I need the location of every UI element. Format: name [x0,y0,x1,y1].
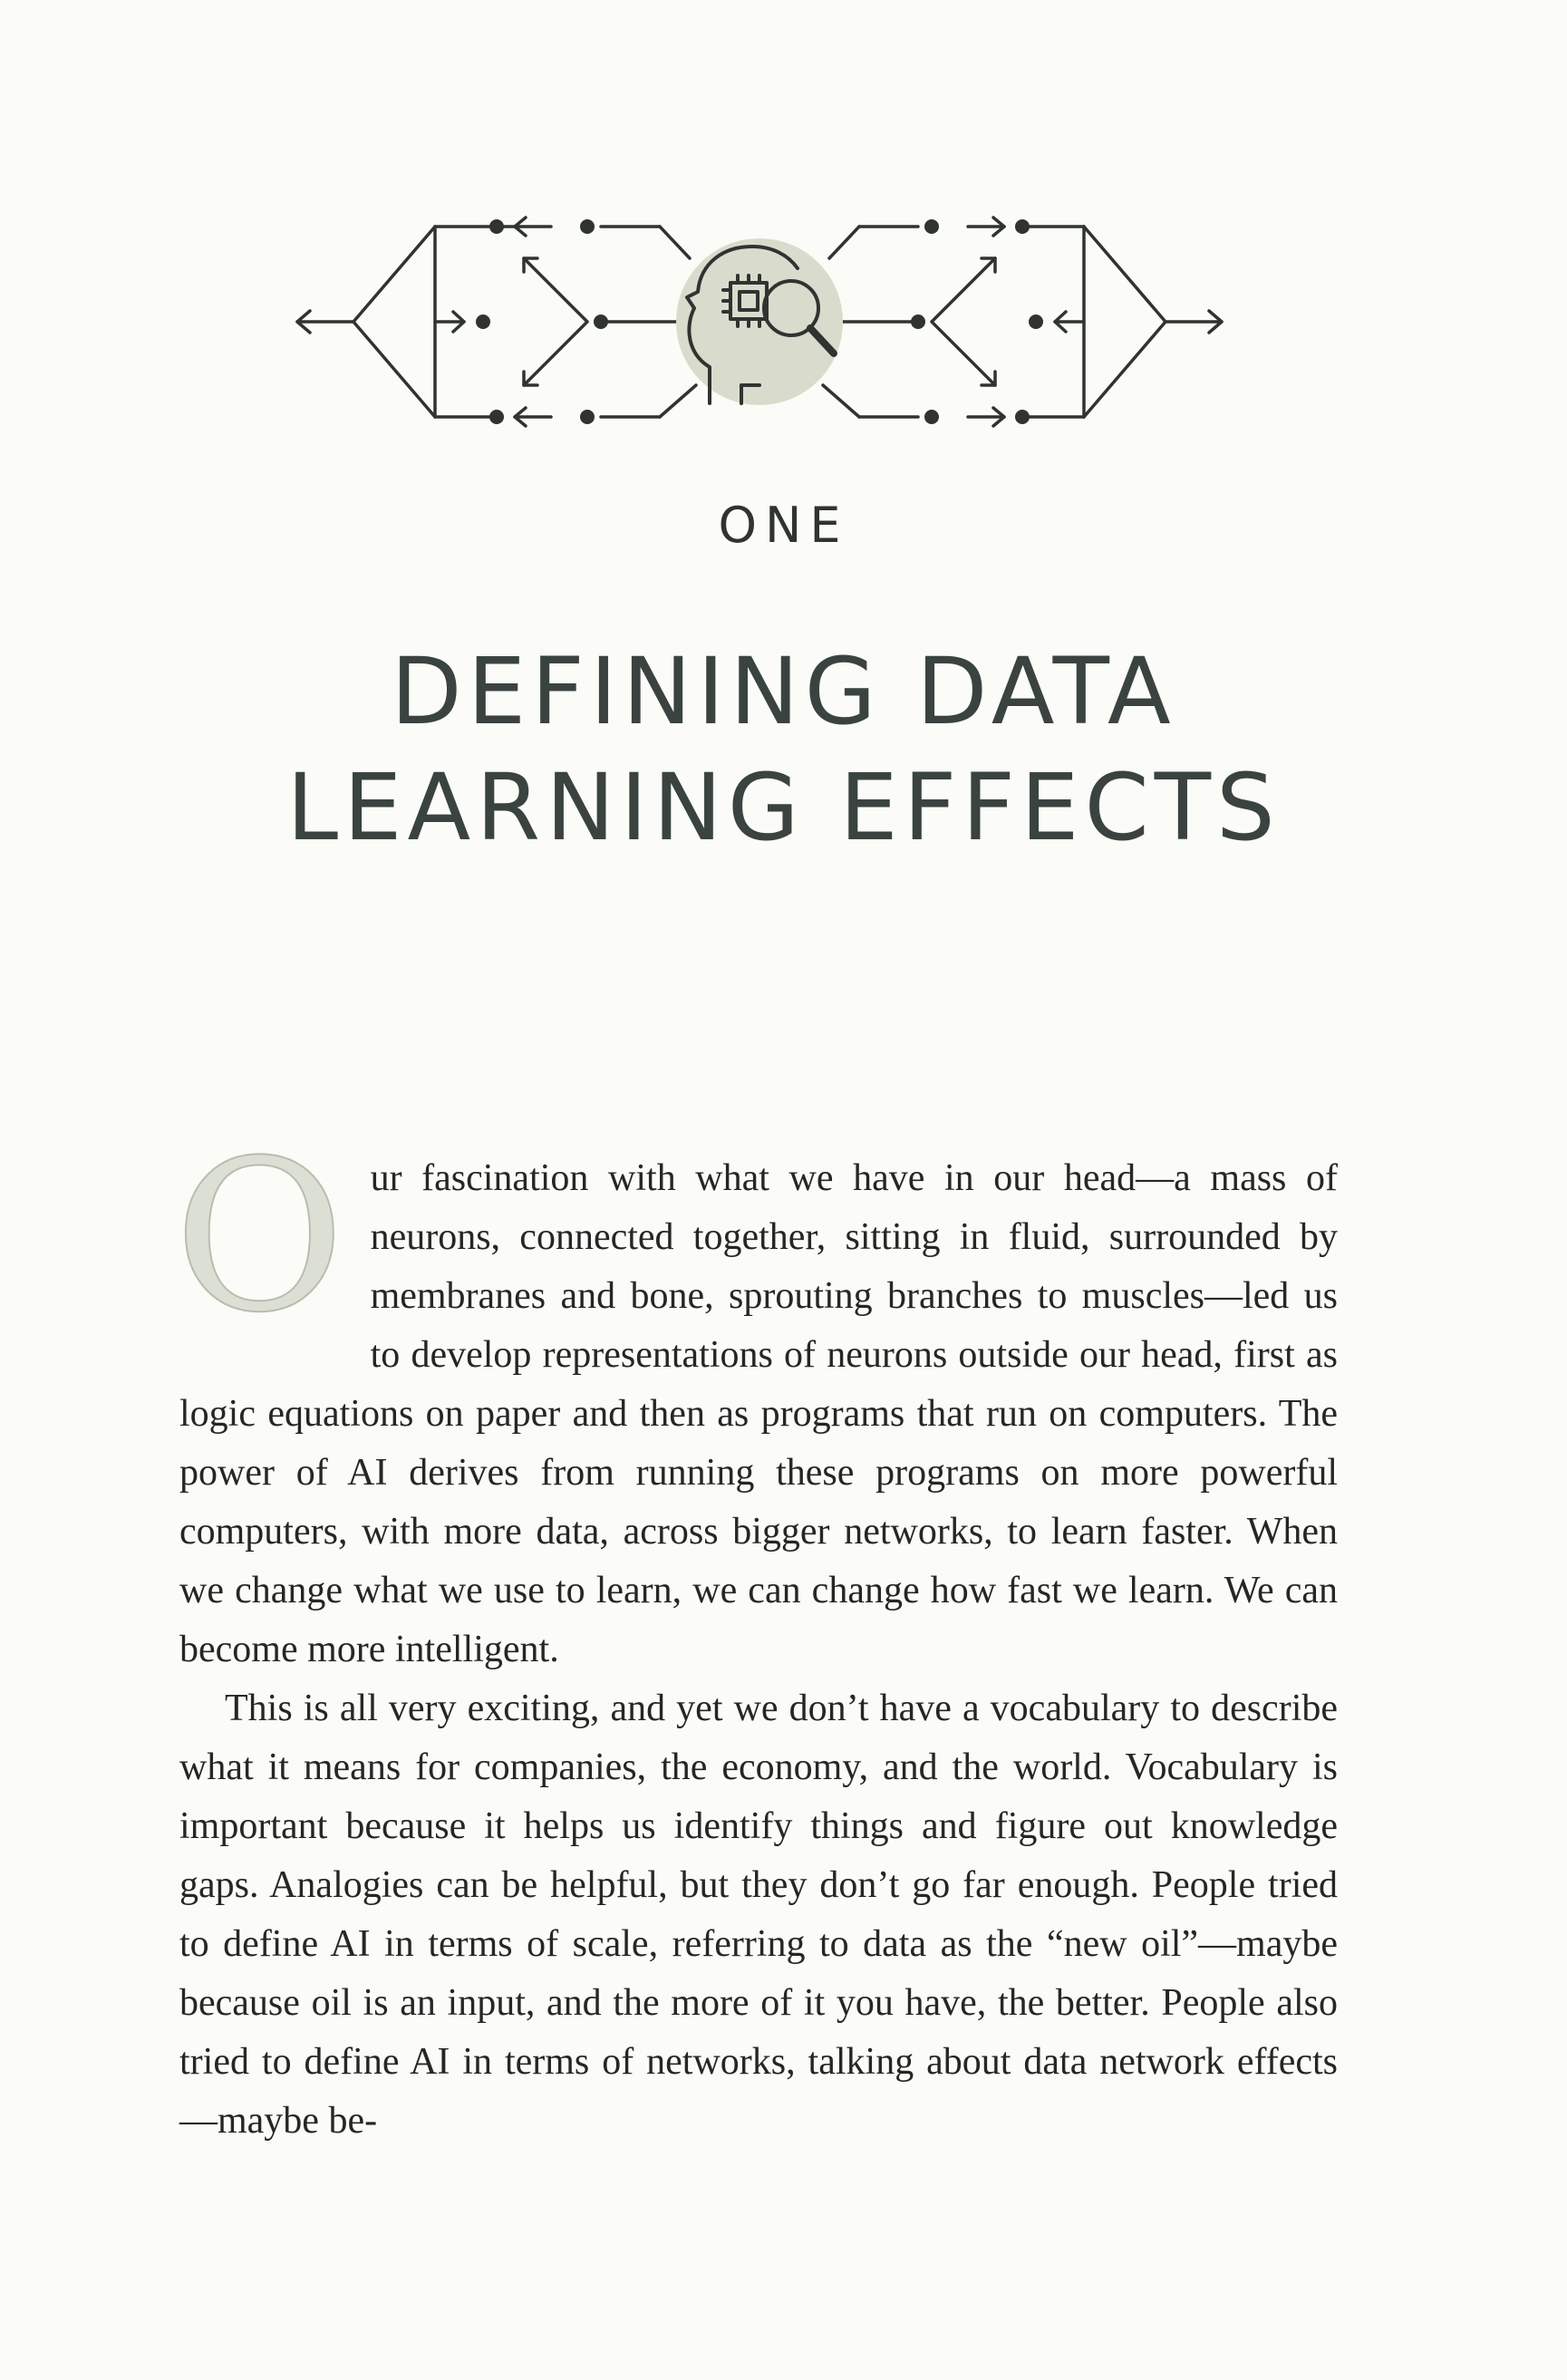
chapter-ornament [288,190,1231,453]
chapter-number: ONE [718,497,849,554]
chapter-title [0,634,1567,866]
paragraph-1-text: ur fascination with what we have in our head—a mass of neurons, connected together, sitting in fluid, surrounded by membranes and bone, sprouting branches to muscles—led us to develop representations of neurons outside our head, first as logic equations on paper and then as programs that run on computers. The power of AI derives from running these programs on more powerful computers, with more data, across bigger networks, to learn faster. When we change what we use to learn, we can change how fast we learn. We can become more intelligent. [179,1157,1338,1670]
drop-cap: O [174,1117,345,1359]
body-text [174,1117,1338,2151]
paragraph-1 [174,1117,1338,1679]
chapter-title-line-2: LEARNING EFFECTS [286,754,1281,862]
head-chip-magnifier-icon [676,238,843,405]
chapter-title-line-1: DEFINING DATA [391,638,1176,746]
paragraph-2: This is all very exciting, and yet we don’t have a vocabulary to describe what it means for companies, the economy, and the world. Vocabulary is important because it helps us identify things and figure out knowledge gaps. Analogies can be helpful, but they don’t go far enough. People tried to define AI in terms of scale, referring to data as the “new oil”—maybe because oil is an input, and the more of it you have, the better. People also tried to define AI in terms of networks, talking about data network effects—maybe be- [179,1688,1338,2142]
